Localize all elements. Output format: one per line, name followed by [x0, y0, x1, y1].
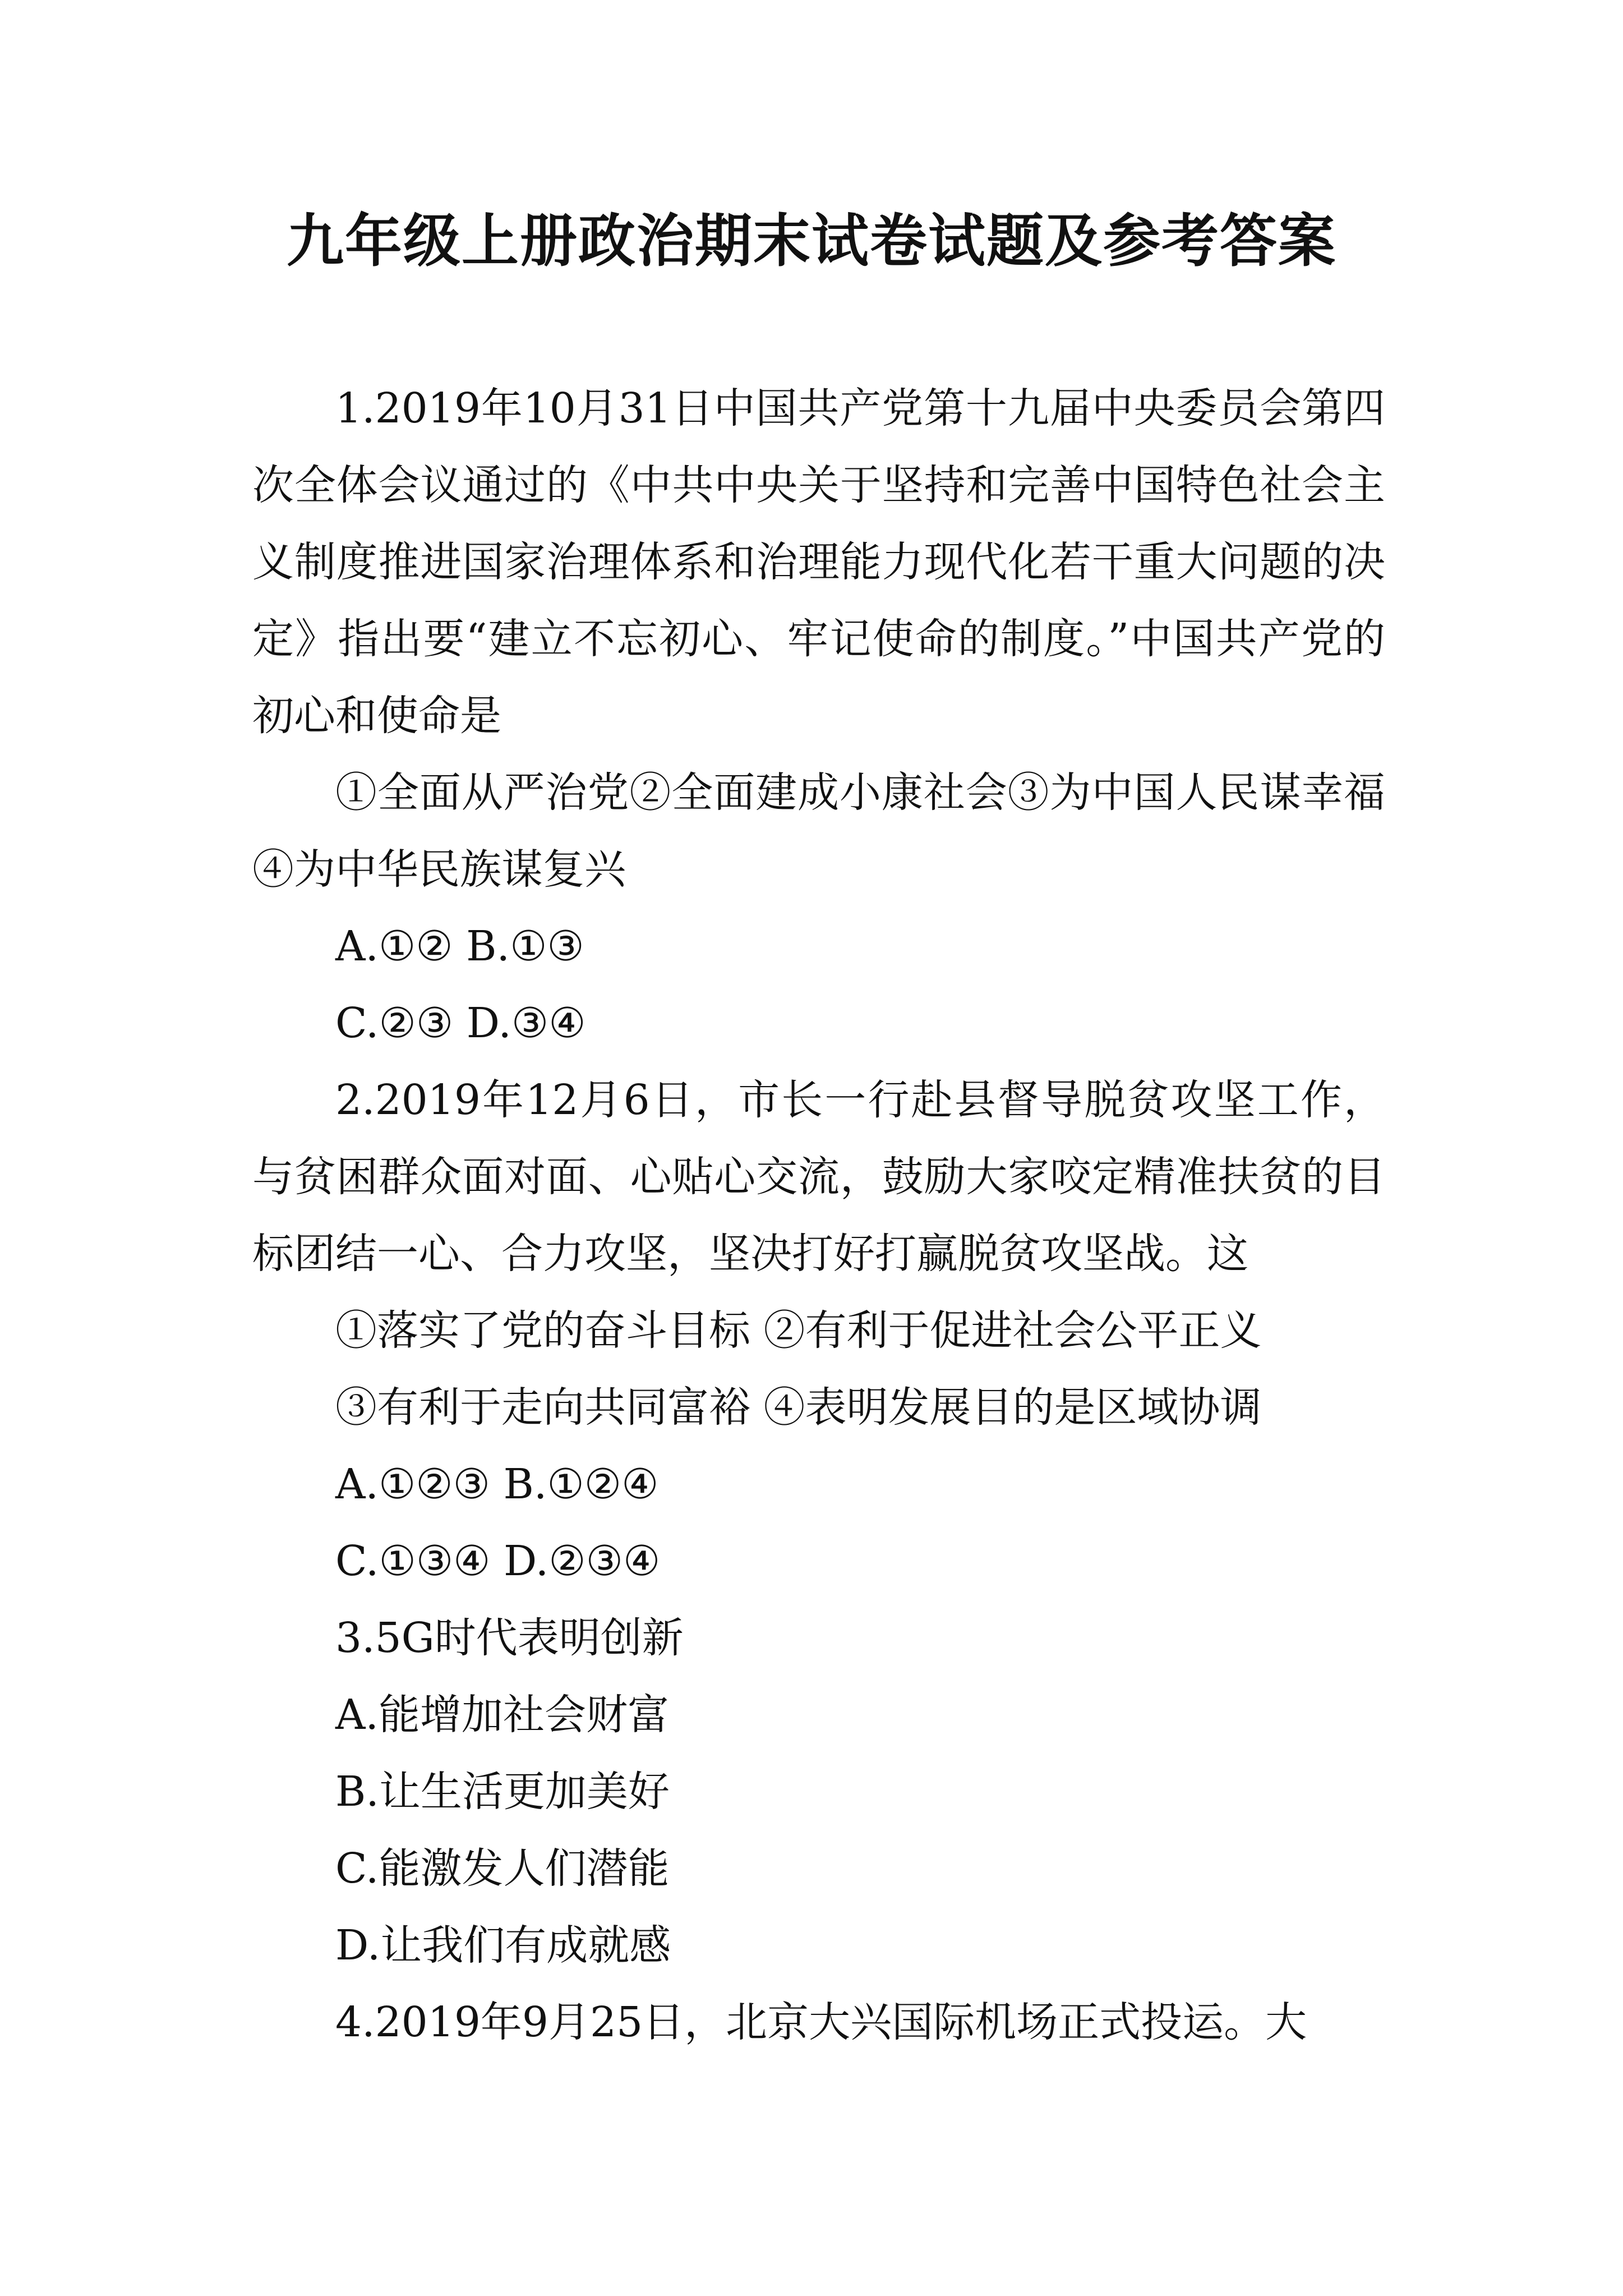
question-2-options-ab: A.①②③ B.①②④	[335, 1460, 659, 1508]
question-4-stem: 4.2019年9月25日，北京大兴国际机场正式投运。大	[335, 1998, 1307, 2046]
question-2-statements-2: ③有利于走向共同富裕 ④表明发展目的是区域协调	[335, 1383, 1262, 1432]
question-2-stem: 2.2019年12月6日，市长一行赴县督导脱贫攻坚工作，与贫困群众面对面、心贴心交流，鼓励大家咬定精准扶贫的目标团结一心、合力攻坚，坚决打好打赢脱贫攻坚战。这	[252, 1076, 1385, 1278]
question-3-option-d: D.让我们有成就感	[335, 1921, 671, 1970]
question-1-stem: 1.2019年10月31日中国共产党第十九届中央委员会第四次全体会议通过的《中共中央关于坚持和完善中国特色社会主义制度推进国家治理体系和治理能力现代化若干重大问题的决定》指出要“建立不忘初心、牢记使命的制度。”中国共产党的初心和使命是	[252, 384, 1385, 740]
document-title: 九年级上册政治期末试卷试题及参考答案	[287, 208, 1336, 275]
question-1-options-cd: C.②③ D.③④	[335, 999, 586, 1047]
question-3-option-c: C.能激发人们潜能	[335, 1844, 670, 1893]
question-2-options-cd: C.①③④ D.②③④	[335, 1537, 661, 1585]
question-3-option-b: B.让生活更加美好	[335, 1768, 670, 1816]
question-2-statements-1: ①落实了党的奋斗目标 ②有利于促进社会公平正义	[335, 1306, 1262, 1355]
question-1-options-ab: A.①② B.①③	[335, 922, 584, 970]
question-3-stem: 3.5G时代表明创新	[335, 1614, 684, 1662]
question-3-option-a: A.能增加社会财富	[335, 1691, 669, 1739]
document-body	[252, 370, 1385, 2061]
question-1-statements: ①全面从严治党②全面建成小康社会③为中国人民谋幸福④为中华民族谋复兴	[252, 769, 1385, 894]
